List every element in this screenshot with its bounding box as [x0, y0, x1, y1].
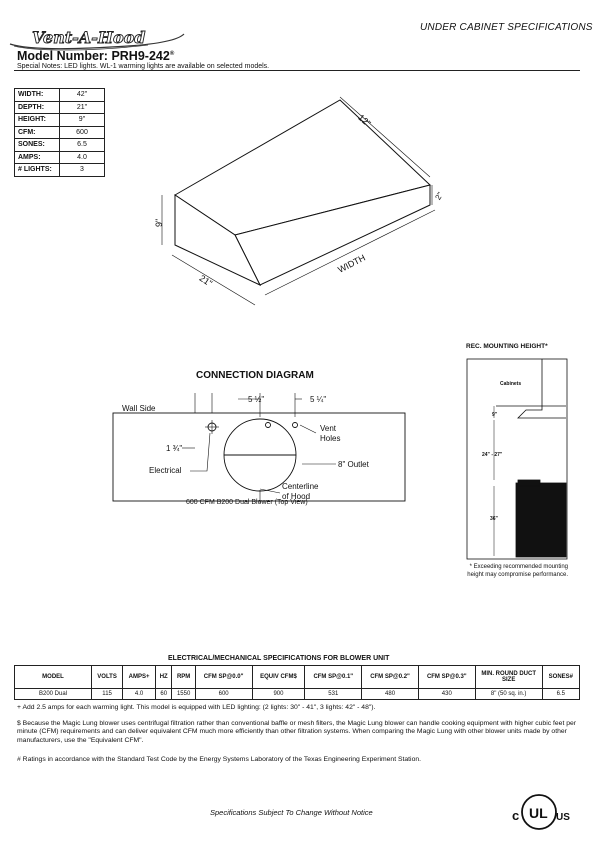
spec-row: DEPTH: 21"	[15, 101, 105, 114]
electrical-label: Electrical	[149, 466, 182, 475]
height-left-label: 9"	[154, 218, 164, 227]
electrical-specs-title: ELECTRICAL/MECHANICAL SPECIFICATIONS FOR BLOWER UNIT	[168, 655, 390, 662]
spec-row: WIDTH: 42"	[15, 89, 105, 102]
mounting-note: * Exceeding recommended mounting height may compromise performance.	[467, 564, 568, 578]
electrical-specs-table	[14, 665, 580, 700]
blower-caption: 600 CFM B200 Dual Blower (Top View)	[186, 499, 308, 506]
spec-row: CFM: 600	[15, 126, 105, 139]
connection-diagram-title: CONNECTION DIAGRAM	[196, 370, 314, 381]
header-divider	[14, 70, 580, 71]
dim-5-half-label: 5 ½"	[248, 395, 265, 404]
height-right-label: 2"	[433, 190, 445, 202]
cabinets-label: Cabinets	[500, 381, 522, 387]
document-title: UNDER CABINET SPECIFICATIONS	[420, 22, 593, 33]
dimension-specs-table	[14, 88, 105, 177]
depth-bottom-label: 21"	[197, 272, 215, 289]
footnote-magic-lung: $ Because the Magic Lung blower uses centrifugal filtration rather than conventional baffle or mesh filters, the Magic Lung blower can handle cooking equipment with higher cubic feet per minute (CFM) requirements and can deliver equivalent CFM much more efficiently than other filtration systems. When comparing the Magic Lung with other blower units made by other manufacturers, use the "Equivalent CFM".	[17, 720, 577, 744]
hood-isometric-drawing	[150, 95, 450, 310]
mounting-height-title: REC. MOUNTING HEIGHT*	[466, 343, 548, 350]
svg-text:UL: UL	[529, 805, 548, 821]
model-number: Model Number: PRH9-242®	[17, 49, 175, 63]
table-row: B200 Dual 115 4.0 60 1550 600 900 531 480 430 8" (50 sq. in.) 6.5	[15, 689, 580, 700]
svg-text:US: US	[556, 812, 570, 823]
spec-row: # LIGHTS: 3	[15, 164, 105, 177]
mount-36-label: 36"	[490, 516, 498, 522]
spec-row: HEIGHT: 9"	[15, 114, 105, 127]
footnote-amps: + Add 2.5 amps for each warming light. This model is equipped with LED lighting: (2 lights: 30" - 41", 3 lights: 42" - 48").	[17, 704, 376, 711]
dim-1-three-quarter-label: 1 ¾"	[166, 444, 183, 453]
vent-holes-label: Vent Holes	[320, 424, 341, 443]
mount-24-27-label: 24" - 27"	[482, 452, 503, 458]
spec-row: SONES: 6.5	[15, 139, 105, 152]
footer-notice: Specifications Subject To Change Without Notice	[210, 808, 373, 817]
mount-9-label: 9"	[492, 412, 498, 418]
table-header-row: MODEL VOLTS AMPS+ HZ RPM CFM SP@0.0" EQUIV CFM$ CFM SP@0.1" CFM SP@0.2" CFM SP@0.3" MIN. ROUND DUCT SIZE SONES#	[15, 666, 580, 689]
footnote-ratings: # Ratings in accordance with the Standard Test Code by the Energy Systems Laboratory of the Texas Engineering Experiment Station.	[17, 756, 422, 763]
width-label: WIDTH	[336, 252, 368, 275]
spec-row: AMPS: 4.0	[15, 151, 105, 164]
outlet-label: 8" Outlet	[338, 460, 369, 469]
depth-top-label: 12"	[356, 112, 373, 129]
mounting-height-diagram	[466, 358, 568, 560]
wall-side-label: Wall Side	[122, 404, 156, 413]
special-notes: Special Notes: LED lights. WL-1 warming lights are available on selected models.	[17, 63, 270, 70]
cul-us-certification-icon	[508, 792, 570, 832]
svg-text:c: c	[512, 808, 520, 823]
logo-text: Vent-A-Hood	[32, 28, 146, 47]
dim-5-quarter-label: 5 ¼"	[310, 395, 327, 404]
centerline-label: Centerline of Hood	[282, 482, 319, 501]
